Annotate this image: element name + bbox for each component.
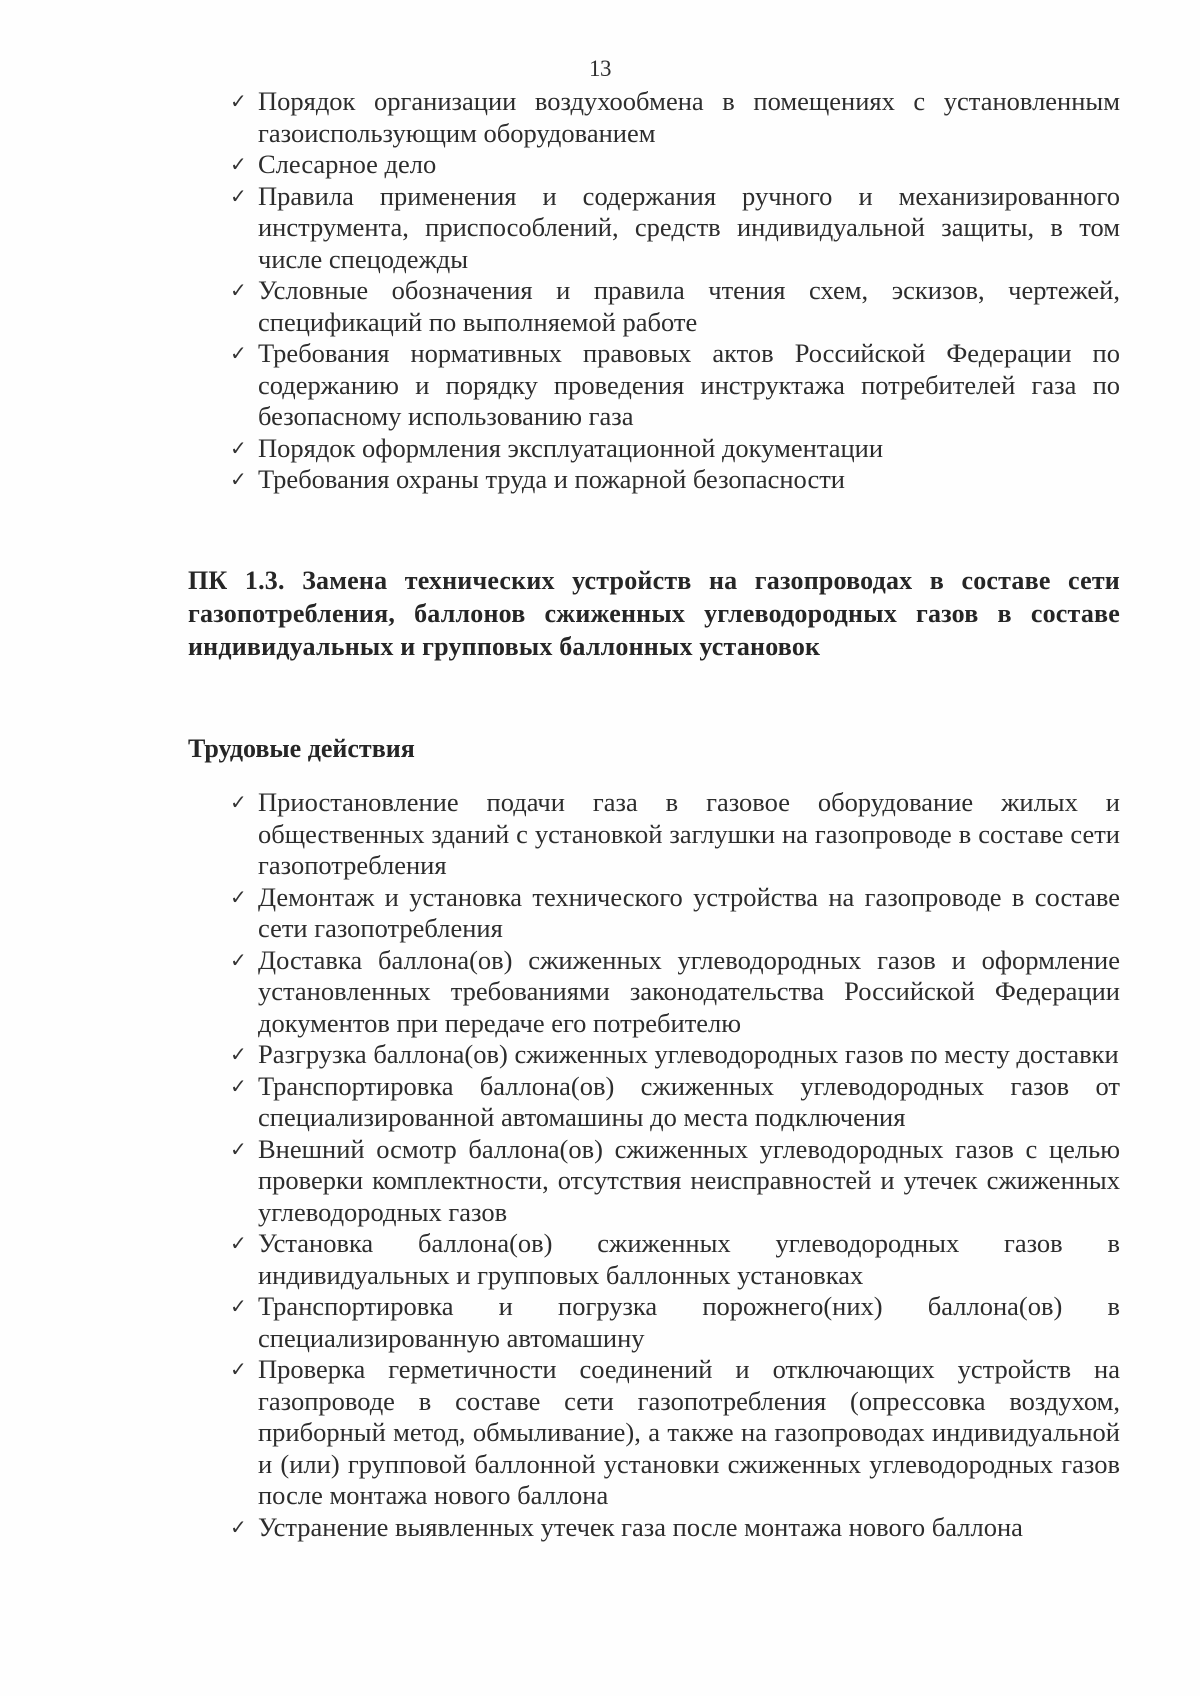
list-item — [230, 882, 1120, 945]
page-number: 13 — [589, 56, 611, 81]
check-mark-icon: ✓ — [230, 790, 247, 814]
list-item — [230, 1134, 1120, 1229]
check-mark-icon: ✓ — [230, 884, 247, 909]
list-item-text: Транспортировка и погрузка порожнего(них) баллона(ов) в специализированную автомашину — [258, 1291, 1120, 1353]
list-item-text: Доставка баллона(ов) сжиженных углеводородных газов и оформление установленных требованиями законодательства Российской Федерации документов при передаче его потребителю — [258, 944, 1120, 1038]
list-item-text: Приостановление подачи газа в газовое оборудование жилых и общественных зданий с установкой заглушки на газопроводе в составе сети газопотребления — [258, 787, 1120, 880]
check-mark-icon: ✓ — [230, 1357, 247, 1381]
list-item — [230, 464, 1120, 496]
list-item — [230, 275, 1120, 338]
check-mark-icon: ✓ — [230, 1136, 247, 1161]
check-mark-icon: ✓ — [230, 1073, 247, 1098]
list-item-text: Слесарное дело — [258, 149, 437, 179]
knowledge-checklist — [230, 86, 1120, 496]
list-item — [230, 181, 1120, 276]
check-mark-icon: ✓ — [230, 1514, 247, 1539]
list-item — [230, 1039, 1120, 1071]
actions-checklist — [230, 787, 1120, 1543]
check-mark-icon: ✓ — [230, 89, 247, 113]
list-item — [230, 338, 1120, 433]
list-item — [230, 1071, 1120, 1134]
list-item-text: Устранение выявленных утечек газа после монтажа нового баллона — [258, 1511, 1023, 1542]
list-item — [230, 1291, 1120, 1354]
list-item — [230, 149, 1120, 181]
list-item-text: Транспортировка баллона(ов) сжиженных углеводородных газов от специализированной автомашины до места подключения — [258, 1070, 1120, 1132]
list-item — [230, 433, 1120, 465]
list-item-text: Требования нормативных правовых актов Российской Федерации по содержанию и порядку проведения инструктажа потребителей газа по безопасному использованию газа — [258, 338, 1120, 431]
section-heading: ПК 1.3. Замена технических устройств на газопроводах в составе сети газопотребления, баллонов сжиженных углеводородных газов в составе индивидуальных и групповых баллонных установок — [188, 566, 1120, 661]
subsection-heading: Трудовые действия — [188, 734, 415, 763]
list-item — [230, 86, 1120, 149]
list-item — [230, 1354, 1120, 1512]
list-item-text: Порядок организации воздухообмена в помещениях с установленным газоиспользующим оборудованием — [258, 86, 1120, 148]
list-item-text: Требования охраны труда и пожарной безопасности — [258, 464, 845, 494]
list-item-text: Проверка герметичности соединений и отключающих устройств на газопроводе в составе сети газопотребления (опрессовка воздухом, приборный метод, обмыливание), а также на газопроводах индивидуальной и (или) групповой баллонной установки сжиженных углеводородных газов после монтажа нового баллона — [258, 1354, 1120, 1510]
list-item — [230, 1512, 1120, 1544]
check-mark-icon: ✓ — [230, 1231, 247, 1255]
list-item-text: Разгрузка баллона(ов) сжиженных углеводородных газов по месту доставки — [258, 1039, 1119, 1069]
check-mark-icon: ✓ — [230, 1042, 247, 1066]
check-mark-icon: ✓ — [230, 341, 247, 365]
list-item-text: Правила применения и содержания ручного и механизированного инструмента, приспособлений, средств индивидуальной защиты, в том числе спецодежды — [258, 180, 1120, 274]
check-mark-icon: ✓ — [230, 467, 247, 491]
list-item-text: Условные обозначения и правила чтения схем, эскизов, чертежей, спецификаций по выполняемой работе — [258, 275, 1120, 337]
list-item-text: Порядок оформления эксплуатационной документации — [258, 432, 884, 463]
list-item — [230, 1228, 1120, 1291]
check-mark-icon: ✓ — [230, 278, 247, 302]
check-mark-icon: ✓ — [230, 1294, 247, 1318]
list-item-text: Установка баллона(ов) сжиженных углеводородных газов в индивидуальных и групповых баллонных установках — [258, 1228, 1120, 1290]
check-mark-icon: ✓ — [230, 183, 247, 208]
list-item-text: Внешний осмотр баллона(ов) сжиженных углеводородных газов с целью проверки комплектности, отсутствия неисправностей и утечек сжиженных углеводородных газов — [258, 1133, 1120, 1227]
check-mark-icon: ✓ — [230, 435, 247, 460]
check-mark-icon: ✓ — [230, 152, 247, 176]
check-mark-icon: ✓ — [230, 947, 247, 972]
list-item — [230, 787, 1120, 882]
list-item-text: Демонтаж и установка технического устройства на газопроводе в составе сети газопотребления — [258, 881, 1120, 943]
list-item — [230, 945, 1120, 1040]
